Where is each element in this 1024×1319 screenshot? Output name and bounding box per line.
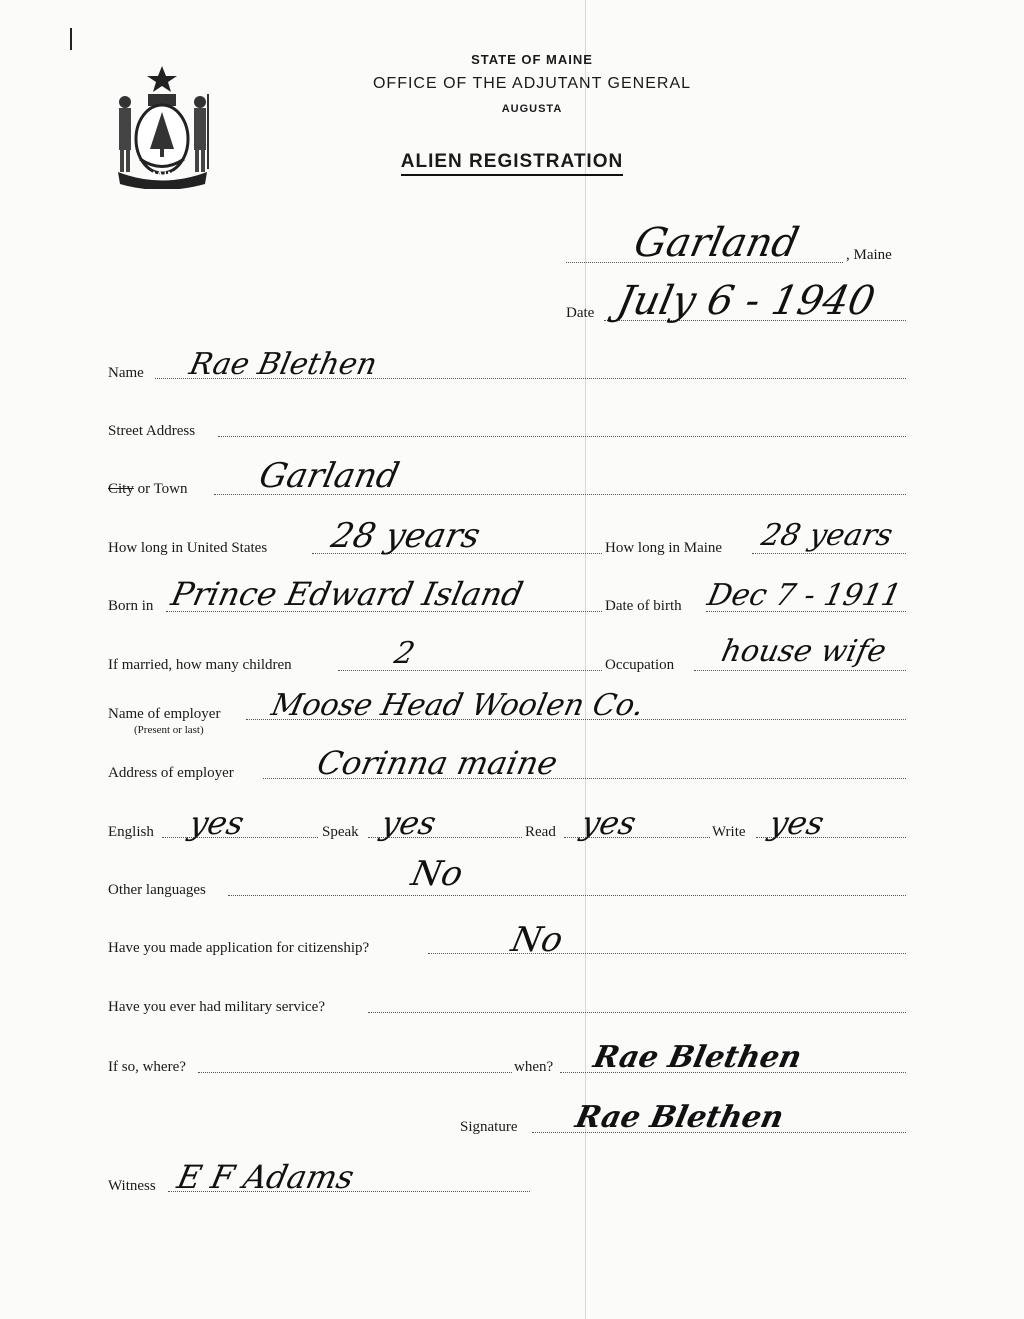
city-value: Garland [255, 456, 403, 496]
header-city: AUGUSTA [501, 103, 563, 115]
signature-label: Signature [460, 1119, 518, 1135]
city-label: City or Town [108, 481, 188, 497]
date-value: July 6 - 1940 [613, 278, 879, 324]
how-long-us-label: How long in United States [108, 540, 268, 556]
signature-value: Rae Blethen [572, 1100, 787, 1135]
other-languages-label: Other languages [108, 882, 206, 898]
employer-address-label: Address of employer [108, 765, 234, 781]
occupation-label: Occupation [605, 657, 675, 673]
write-value: yes [765, 804, 828, 842]
speak-label: Speak [322, 824, 359, 840]
occupation-value: house wife [718, 634, 890, 669]
speak-value: yes [377, 804, 440, 842]
other-languages-value: No [407, 854, 467, 894]
form-title: ALIEN REGISTRATION [0, 151, 1024, 173]
born-in-value: Prince Edward Island [167, 575, 527, 613]
write-label: Write [712, 824, 746, 840]
header-office: OFFICE OF THE ADJUTANT GENERAL [372, 75, 692, 92]
dob-value: Dec 7 - 1911 [704, 578, 905, 613]
employer-label: Name of employer [108, 706, 221, 722]
citizenship-value: No [507, 920, 567, 960]
married-label: If married, how many children [108, 657, 292, 673]
witness-label: Witness [108, 1178, 156, 1194]
scan-mark [70, 28, 72, 50]
seal-banner-text: MAINE [148, 170, 182, 180]
date-label: Date [566, 305, 595, 321]
employer-sublabel: (Present or last) [134, 724, 204, 736]
military-label: Have you ever had military service? [108, 999, 325, 1015]
when-label: when? [514, 1059, 554, 1075]
read-label: Read [525, 824, 556, 840]
maine-label: , Maine [846, 247, 892, 263]
english-value: yes [185, 804, 248, 842]
name-value: Rae Blethen [186, 347, 381, 382]
dob-label: Date of birth [605, 598, 682, 614]
born-in-label: Born in [108, 598, 154, 614]
english-label: English [108, 824, 154, 840]
street-label: Street Address [108, 423, 196, 439]
employer-value: Moose Head Woolen Co. [268, 688, 647, 723]
how-long-us-value: 28 years [327, 516, 484, 556]
town-value: Garland [630, 220, 803, 266]
read-value: yes [577, 804, 640, 842]
how-long-maine-value: 28 years [758, 518, 896, 553]
citizenship-label: Have you made application for citizenship? [108, 940, 370, 956]
header-state: STATE OF MAINE [471, 52, 593, 67]
children-value: 2 [391, 636, 418, 671]
when-value: Rae Blethen [590, 1040, 805, 1075]
where-label: If so, where? [108, 1059, 186, 1075]
witness-value: E F Adams [173, 1158, 358, 1196]
name-label: Name [108, 365, 144, 381]
how-long-maine-label: How long in Maine [605, 540, 723, 556]
employer-address-value: Corinna maine [313, 744, 561, 782]
